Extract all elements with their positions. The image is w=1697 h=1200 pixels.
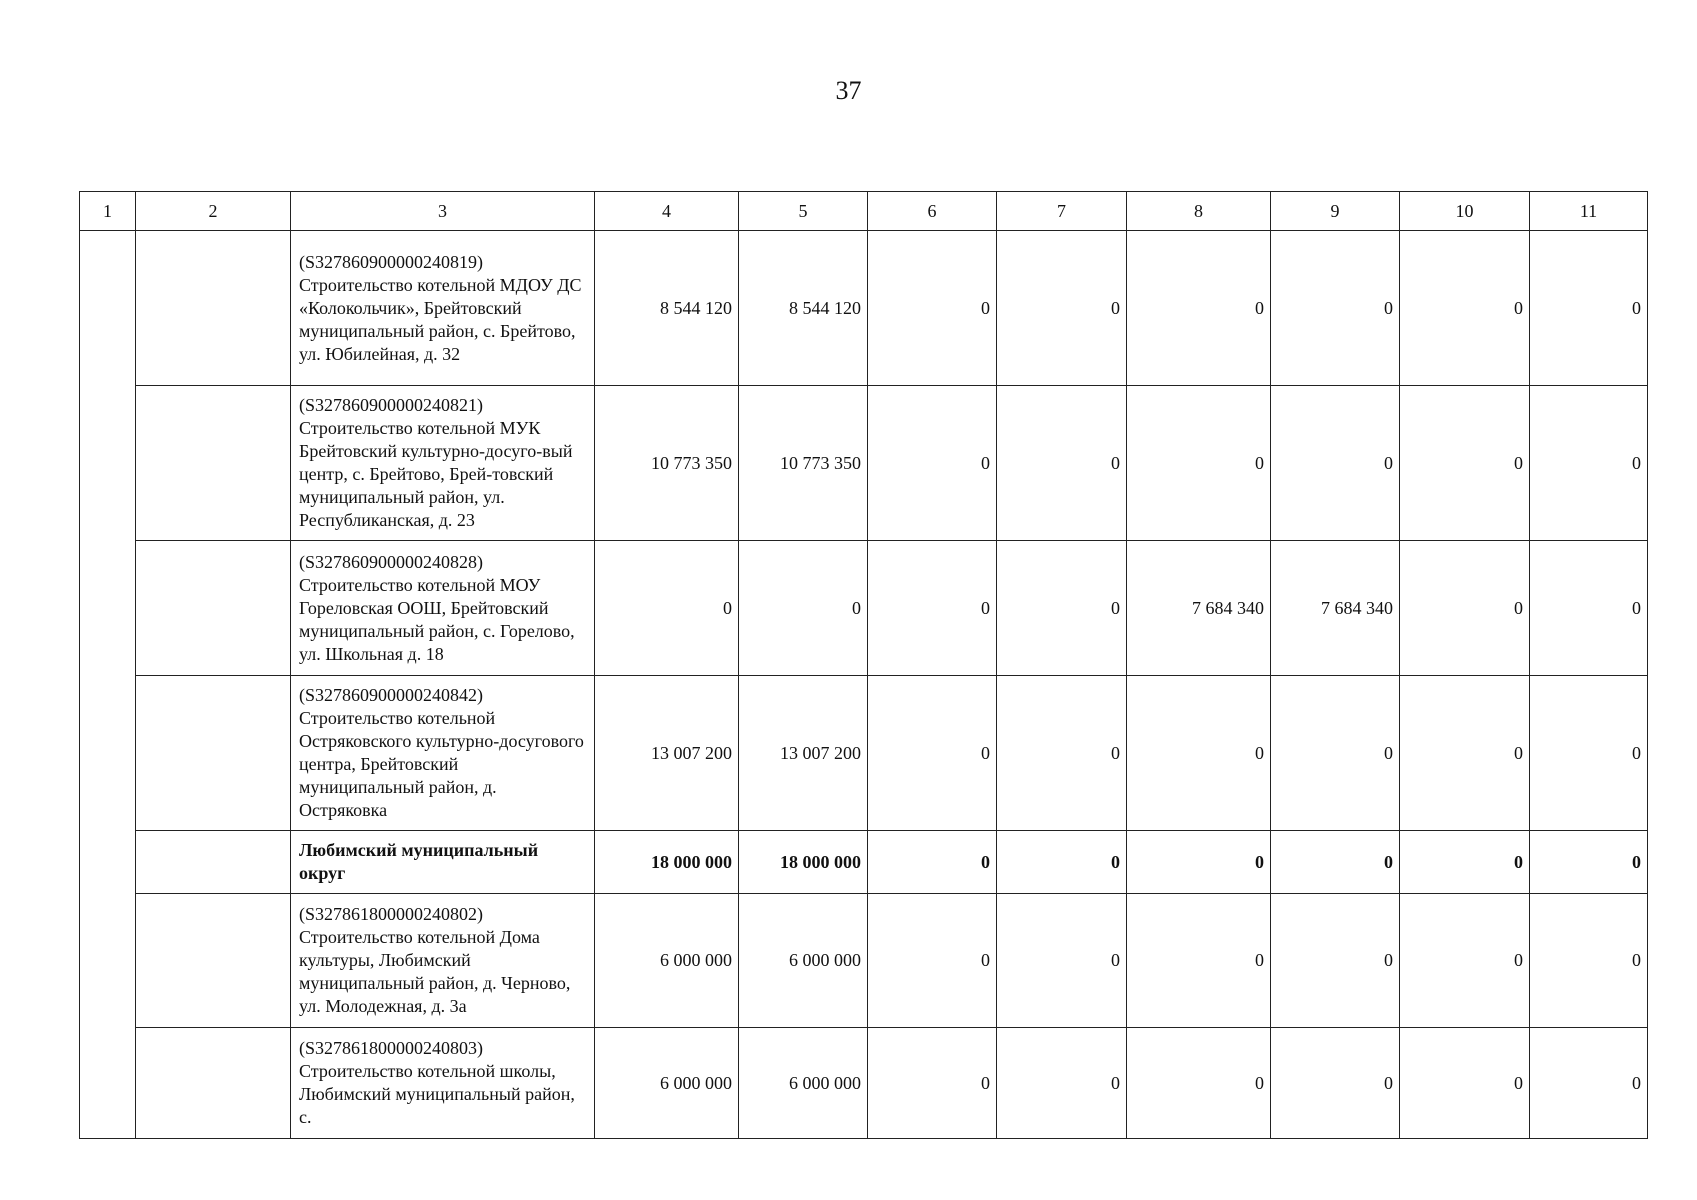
budget-table	[79, 191, 1648, 1139]
value-cell: 0	[1271, 231, 1400, 386]
value-cell: 0	[868, 386, 997, 541]
code-cell	[136, 676, 291, 831]
column-header: 3	[291, 192, 595, 231]
code-cell	[136, 831, 291, 894]
value-cell: 0	[739, 541, 868, 676]
row-number-cell	[80, 231, 136, 386]
value-cell: 0	[1530, 894, 1648, 1028]
value-cell: 0	[1400, 541, 1530, 676]
value-cell: 0	[1530, 1028, 1648, 1139]
column-header: 1	[80, 192, 136, 231]
table-row	[80, 386, 1648, 541]
value-cell: 0	[1400, 1028, 1530, 1139]
table-row	[80, 541, 1648, 676]
value-cell: 0	[997, 1028, 1127, 1139]
description-cell: (S327861800000240803) Строительство котельной школы, Любимский муниципальный район, с.	[291, 1028, 595, 1139]
value-cell: 0	[868, 1028, 997, 1139]
value-cell: 0	[1127, 231, 1271, 386]
value-cell: 0	[1400, 831, 1530, 894]
value-cell: 0	[1127, 831, 1271, 894]
row-number-cell	[80, 894, 136, 1028]
value-cell: 0	[997, 386, 1127, 541]
value-cell: 0	[1400, 231, 1530, 386]
value-cell: 0	[868, 831, 997, 894]
value-cell: 0	[1400, 676, 1530, 831]
value-cell: 7 684 340	[1127, 541, 1271, 676]
column-header: 6	[868, 192, 997, 231]
value-cell: 0	[997, 676, 1127, 831]
value-cell: 0	[1400, 894, 1530, 1028]
value-cell: 0	[595, 541, 739, 676]
table-row	[80, 1028, 1648, 1139]
column-header: 5	[739, 192, 868, 231]
column-header: 9	[1271, 192, 1400, 231]
value-cell: 6 000 000	[739, 894, 868, 1028]
value-cell: 0	[1400, 386, 1530, 541]
column-header: 11	[1530, 192, 1648, 231]
row-number-cell	[80, 831, 136, 894]
row-number-cell	[80, 541, 136, 676]
value-cell: 6 000 000	[739, 1028, 868, 1139]
column-header: 8	[1127, 192, 1271, 231]
code-cell	[136, 386, 291, 541]
value-cell: 0	[1127, 894, 1271, 1028]
page-number: 37	[835, 76, 862, 105]
row-number-cell	[80, 676, 136, 831]
value-cell: 6 000 000	[595, 894, 739, 1028]
value-cell: 0	[868, 231, 997, 386]
column-header: 7	[997, 192, 1127, 231]
column-header: 4	[595, 192, 739, 231]
table-row	[80, 676, 1648, 831]
code-cell	[136, 231, 291, 386]
code-cell	[136, 541, 291, 676]
description-cell: Любимский муниципальный округ	[291, 831, 595, 894]
value-cell: 10 773 350	[739, 386, 868, 541]
description-cell: (S327860900000240842) Строительство котельной Остряковского культурно-досугового центра, Брейтовский муниципальный район, д. Остряковка	[291, 676, 595, 831]
value-cell: 0	[1530, 386, 1648, 541]
column-header: 10	[1400, 192, 1530, 231]
description-cell: (S327860900000240828) Строительство котельной МОУ Гореловская ООШ, Брейтовский муниципальный район, с. Горелово, ул. Школьная д. 18	[291, 541, 595, 676]
table-row	[80, 231, 1648, 386]
value-cell: 8 544 120	[595, 231, 739, 386]
code-cell	[136, 1028, 291, 1139]
row-number-cell	[80, 1028, 136, 1139]
value-cell: 10 773 350	[595, 386, 739, 541]
value-cell: 0	[1271, 831, 1400, 894]
value-cell: 0	[1271, 386, 1400, 541]
value-cell: 8 544 120	[739, 231, 868, 386]
value-cell: 0	[868, 894, 997, 1028]
table-row-subtotal	[80, 831, 1648, 894]
table-row	[80, 894, 1648, 1028]
value-cell: 0	[1271, 676, 1400, 831]
description-cell: (S327860900000240819) Строительство котельной МДОУ ДС «Колокольчик», Брейтовский муниципальный район, с. Брейтово, ул. Юбилейная, д. 32	[291, 231, 595, 386]
value-cell: 0	[1530, 541, 1648, 676]
row-number-cell	[80, 386, 136, 541]
value-cell: 0	[1271, 1028, 1400, 1139]
value-cell: 0	[997, 894, 1127, 1028]
value-cell: 0	[868, 541, 997, 676]
value-cell: 0	[1127, 386, 1271, 541]
value-cell: 0	[868, 676, 997, 831]
value-cell: 18 000 000	[595, 831, 739, 894]
column-header: 2	[136, 192, 291, 231]
value-cell: 0	[1530, 831, 1648, 894]
value-cell: 0	[1530, 676, 1648, 831]
value-cell: 18 000 000	[739, 831, 868, 894]
value-cell: 0	[1127, 1028, 1271, 1139]
value-cell: 13 007 200	[595, 676, 739, 831]
value-cell: 0	[997, 231, 1127, 386]
value-cell: 0	[1530, 231, 1648, 386]
description-cell: (S327860900000240821) Строительство котельной МУК Брейтовский культурно-досуго-вый центр, с. Брейтово, Брей-товский муниципальный район, ул. Республиканская, д. 23	[291, 386, 595, 541]
value-cell: 13 007 200	[739, 676, 868, 831]
value-cell: 0	[997, 831, 1127, 894]
value-cell: 7 684 340	[1271, 541, 1400, 676]
value-cell: 0	[997, 541, 1127, 676]
header-row	[80, 192, 1648, 231]
value-cell: 0	[1127, 676, 1271, 831]
code-cell	[136, 894, 291, 1028]
description-cell: (S327861800000240802) Строительство котельной Дома культуры, Любимский муниципальный район, д. Черново, ул. Молодежная, д. 3а	[291, 894, 595, 1028]
value-cell: 0	[1271, 894, 1400, 1028]
value-cell: 6 000 000	[595, 1028, 739, 1139]
